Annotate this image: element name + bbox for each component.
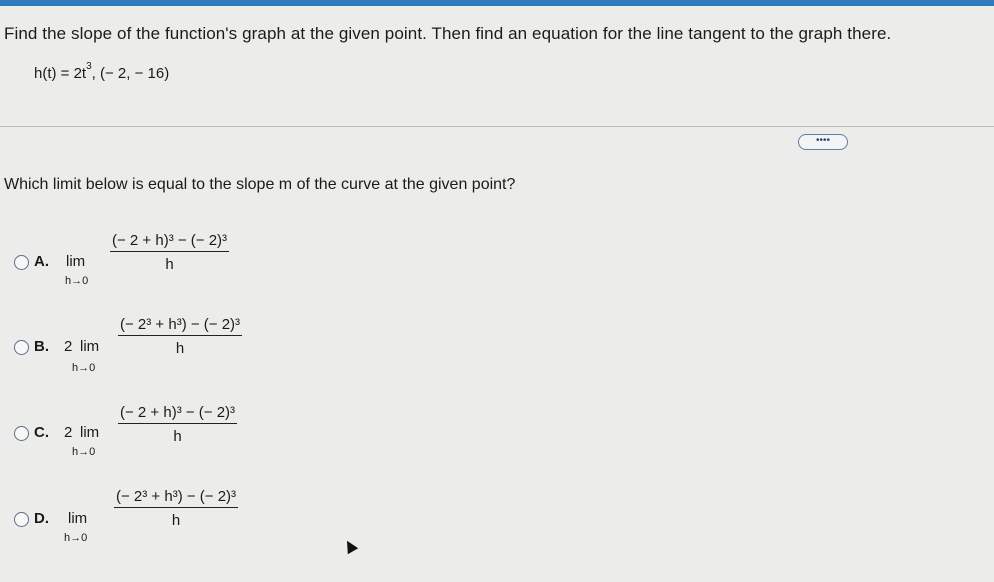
fraction-numerator: (− 2 + h)³ − (− 2)³ <box>112 232 228 249</box>
option-letter: B. <box>34 338 49 355</box>
fraction-denominator: h <box>173 428 182 446</box>
option-b[interactable] <box>14 312 414 382</box>
option-c[interactable] <box>14 400 414 470</box>
radio-option-c[interactable] <box>14 426 29 441</box>
function-lhs: h(t) = 2t <box>34 65 87 82</box>
limit-subscript: h→0 <box>64 532 88 544</box>
option-letter: A. <box>34 253 49 270</box>
limit-coefficient: 2 <box>64 338 73 355</box>
limit-subscript: h→0 <box>65 275 89 287</box>
fraction-bar <box>118 335 242 336</box>
fraction <box>118 404 237 445</box>
fraction <box>118 316 242 357</box>
limit-label: lim <box>66 253 86 270</box>
fraction-denominator: h <box>175 340 185 358</box>
option-letter: D. <box>34 510 49 527</box>
fraction-denominator: h <box>165 256 174 274</box>
fraction-numerator: (− 2³ + h³) − (− 2)³ <box>120 316 241 333</box>
radio-option-d[interactable] <box>14 512 29 527</box>
radio-option-a[interactable] <box>14 255 29 270</box>
option-a[interactable] <box>14 228 414 298</box>
function-point: , (− 2, − 16) <box>91 65 170 82</box>
problem-prompt: Find the slope of the function's graph at the given point. Then find an equation for the line tangent to the graph there. <box>4 24 892 43</box>
function-exponent: 3 <box>86 61 92 72</box>
fraction-bar <box>118 423 237 424</box>
fraction <box>110 232 229 273</box>
section-divider <box>0 126 994 127</box>
fraction-bar <box>110 251 229 252</box>
limit-label: lim <box>80 338 100 355</box>
limit-subscript: h→0 <box>72 446 96 458</box>
limit-label: lim <box>68 510 88 527</box>
fraction-numerator: (− 2 + h)³ − (− 2)³ <box>120 404 236 421</box>
radio-option-b[interactable] <box>14 340 29 355</box>
fraction <box>114 488 238 529</box>
fraction-denominator: h <box>171 512 181 530</box>
limit-label: lim <box>80 424 100 441</box>
fraction-numerator: (− 2³ + h³) − (− 2)³ <box>116 488 237 505</box>
top-accent-bar <box>0 0 994 6</box>
option-letter: C. <box>34 424 49 441</box>
limit-coefficient: 2 <box>64 424 73 441</box>
fraction-bar <box>114 507 238 508</box>
function-definition <box>34 61 170 82</box>
more-options-button[interactable]: •••• <box>798 134 848 150</box>
question-text: Which limit below is equal to the slope m of the curve at the given point? <box>4 176 516 193</box>
limit-subscript: h→0 <box>72 362 96 374</box>
